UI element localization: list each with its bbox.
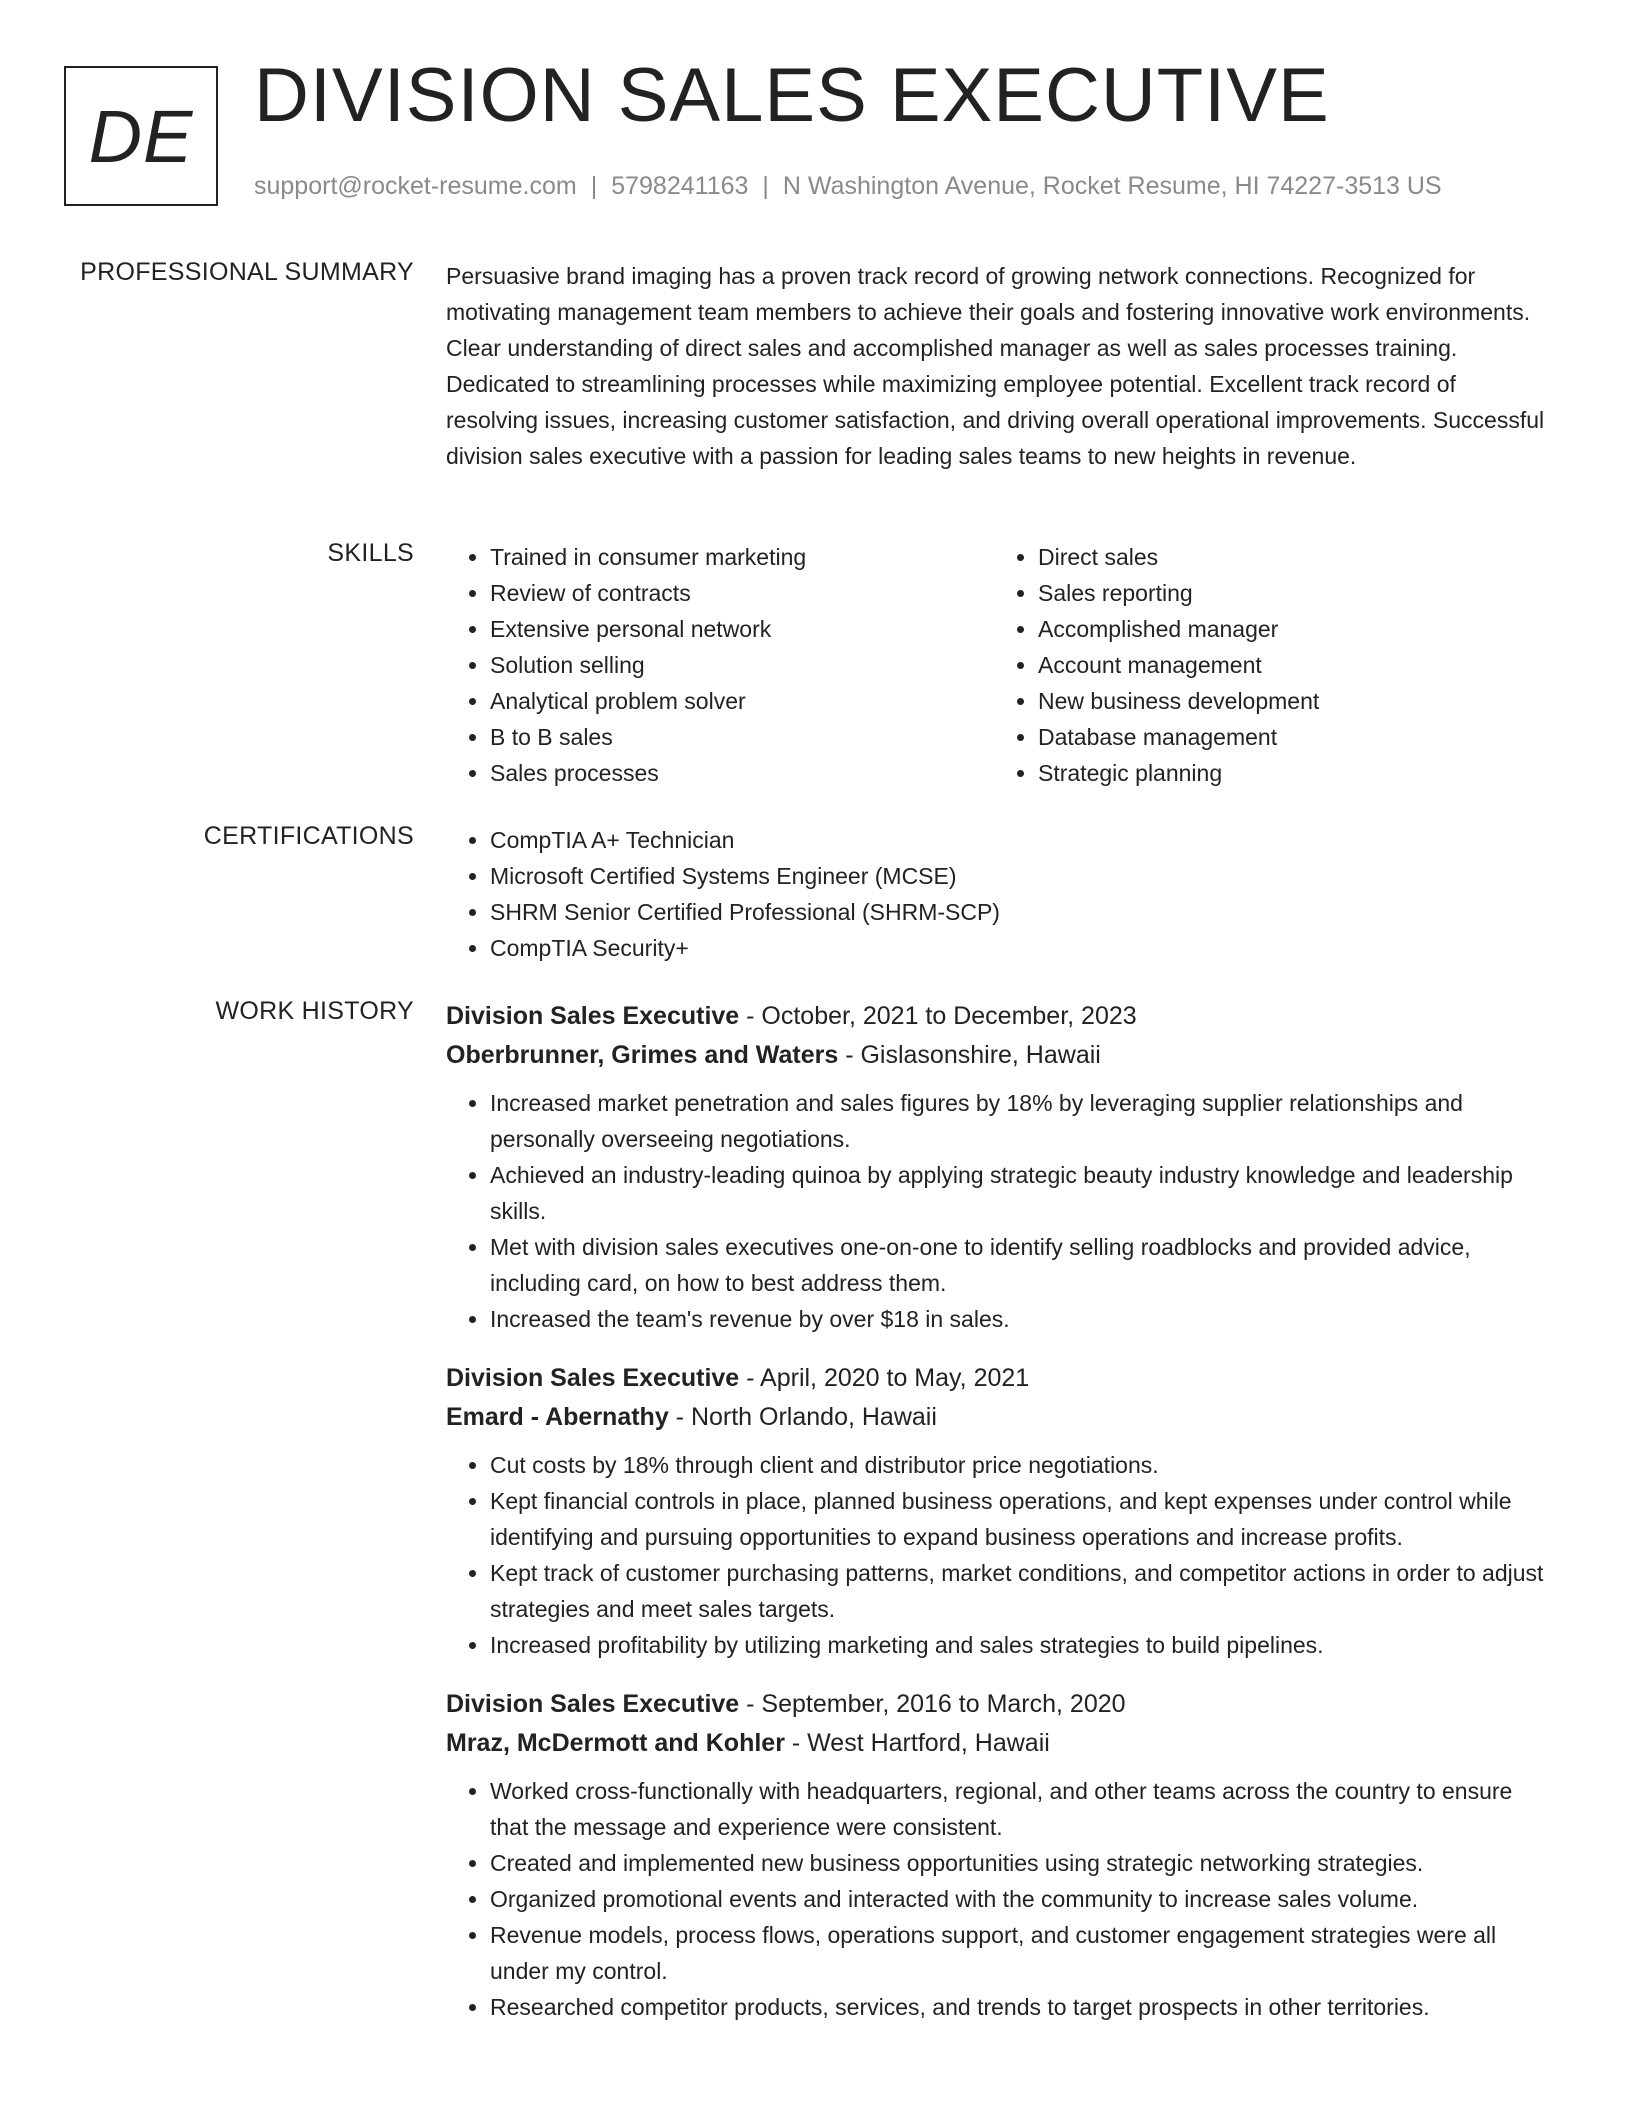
- initials-monogram: DE: [64, 66, 218, 206]
- job-title-line: [446, 1685, 1554, 1724]
- job-entry: [446, 1359, 1554, 1663]
- skill-item: • Trained in consumer marketing: [490, 539, 994, 575]
- contact-email: support@rocket-resume.com: [254, 172, 577, 200]
- job-bullet: • Revenue models, process flows, operations support, and customer engagement strategies were all under my control.: [490, 1917, 1554, 1989]
- job-dates: - September, 2016 to March, 2020: [739, 1690, 1126, 1718]
- work-history-body: [446, 997, 1554, 2047]
- job-title: Division Sales Executive: [446, 1002, 740, 1030]
- job-dates: - April, 2020 to May, 2021: [739, 1364, 1030, 1392]
- skills-heading: SKILLS: [327, 539, 414, 567]
- job-dates: - October, 2021 to December, 2023: [739, 1002, 1137, 1030]
- resume-name-title: DIVISION SALES EXECUTIVE: [254, 53, 1330, 138]
- skill-item: • B to B sales: [490, 719, 994, 755]
- job-bullet: • Created and implemented new business opportunities using strategic networking strategies.: [490, 1845, 1554, 1881]
- job-company: Mraz, McDermott and Kohler: [446, 1729, 785, 1757]
- certifications-body: [446, 822, 1554, 966]
- skills-list-left: [446, 539, 994, 791]
- skill-item: • Extensive personal network: [490, 611, 994, 647]
- job-bullet: • Kept financial controls in place, planned business operations, and kept expenses under control while identifying and pursuing opportunities to expand business operations and increase profits.: [490, 1483, 1554, 1555]
- skill-item: • Solution selling: [490, 647, 994, 683]
- job-company-line: [446, 1398, 1554, 1437]
- job-bullet: • Researched competitor products, services, and trends to target prospects in other territories.: [490, 1989, 1554, 2025]
- job-bullets: [446, 1447, 1554, 1663]
- work-history-heading: WORK HISTORY: [215, 997, 414, 1025]
- summary-heading: PROFESSIONAL SUMMARY: [80, 258, 414, 286]
- job-title-line: [446, 1359, 1554, 1398]
- skills-list-right: [994, 539, 1542, 791]
- skill-item: • Direct sales: [1038, 539, 1542, 575]
- contact-phone: 5798241163: [611, 172, 749, 200]
- skill-item: • Database management: [1038, 719, 1542, 755]
- job-bullet: • Organized promotional events and interacted with the community to increase sales volume.: [490, 1881, 1554, 1917]
- job-entry: [446, 997, 1554, 1337]
- job-bullet: • Increased market penetration and sales figures by 18% by leveraging supplier relationships and personally overseeing negotiations.: [490, 1085, 1554, 1157]
- job-title-line: [446, 997, 1554, 1036]
- job-bullets: [446, 1085, 1554, 1337]
- skill-item: • Analytical problem solver: [490, 683, 994, 719]
- job-bullet: • Increased the team's revenue by over $18 in sales.: [490, 1301, 1554, 1337]
- job-location: - North Orlando, Hawaii: [668, 1403, 937, 1431]
- skill-item: • Sales reporting: [1038, 575, 1542, 611]
- certification-item: • CompTIA Security+: [490, 930, 1554, 966]
- certifications-list: [446, 822, 1554, 966]
- contact-line: [254, 172, 1442, 201]
- job-company-line: [446, 1036, 1554, 1075]
- job-bullet: • Cut costs by 18% through client and distributor price negotiations.: [490, 1447, 1554, 1483]
- certification-item: • SHRM Senior Certified Professional (SHRM-SCP): [490, 894, 1554, 930]
- contact-address: N Washington Avenue, Rocket Resume, HI 74227-3513 US: [782, 172, 1442, 200]
- job-location: - West Hartford, Hawaii: [784, 1729, 1050, 1757]
- skill-item: • Accomplished manager: [1038, 611, 1542, 647]
- job-company: Oberbrunner, Grimes and Waters: [446, 1041, 839, 1069]
- job-bullet: • Achieved an industry-leading quinoa by applying strategic beauty industry knowledge and leadership skills.: [490, 1157, 1554, 1229]
- certification-item: • Microsoft Certified Systems Engineer (MCSE): [490, 858, 1554, 894]
- contact-separator: |: [590, 172, 598, 200]
- certifications-heading: CERTIFICATIONS: [203, 822, 414, 850]
- job-bullet: • Kept track of customer purchasing patterns, market conditions, and competitor actions in order to adjust strategies and meet sales targets.: [490, 1555, 1554, 1627]
- skill-item: • Account management: [1038, 647, 1542, 683]
- job-company-line: [446, 1724, 1554, 1763]
- skill-item: • Review of contracts: [490, 575, 994, 611]
- job-entry: [446, 1685, 1554, 2025]
- job-bullet: • Increased profitability by utilizing marketing and sales strategies to build pipelines.: [490, 1627, 1554, 1663]
- job-title: Division Sales Executive: [446, 1690, 740, 1718]
- summary-text: Persuasive brand imaging has a proven track record of growing network connections. Recognized for motivating management team members to achieve their goals and fostering innovative work environments. Clear understanding of direct sales and accomplished manager as well as sales processes training. Dedicated to streamlining processes while maximizing employee potential. Excellent track record of resolving issues, increasing customer satisfaction, and driving overall operational improvements. Successful division sales executive with a passion for leading sales teams to new heights in revenue.: [446, 263, 1545, 469]
- certification-item: • CompTIA A+ Technician: [490, 822, 1554, 858]
- skills-body: [446, 539, 1554, 791]
- contact-separator: |: [762, 172, 769, 200]
- job-bullet: • Met with division sales executives one-on-one to identify selling roadblocks and provided advice, including card, on how to best address them.: [490, 1229, 1554, 1301]
- job-bullet: • Worked cross-functionally with headquarters, regional, and other teams across the country to ensure that the message and experience were consistent.: [490, 1773, 1554, 1845]
- skill-item: • Sales processes: [490, 755, 994, 791]
- job-location: - Gislasonshire, Hawaii: [838, 1041, 1101, 1069]
- job-title: Division Sales Executive: [446, 1364, 740, 1392]
- skill-item: • Strategic planning: [1038, 755, 1542, 791]
- job-bullets: [446, 1773, 1554, 2025]
- job-company: Emard - Abernathy: [446, 1403, 669, 1431]
- skill-item: • New business development: [1038, 683, 1542, 719]
